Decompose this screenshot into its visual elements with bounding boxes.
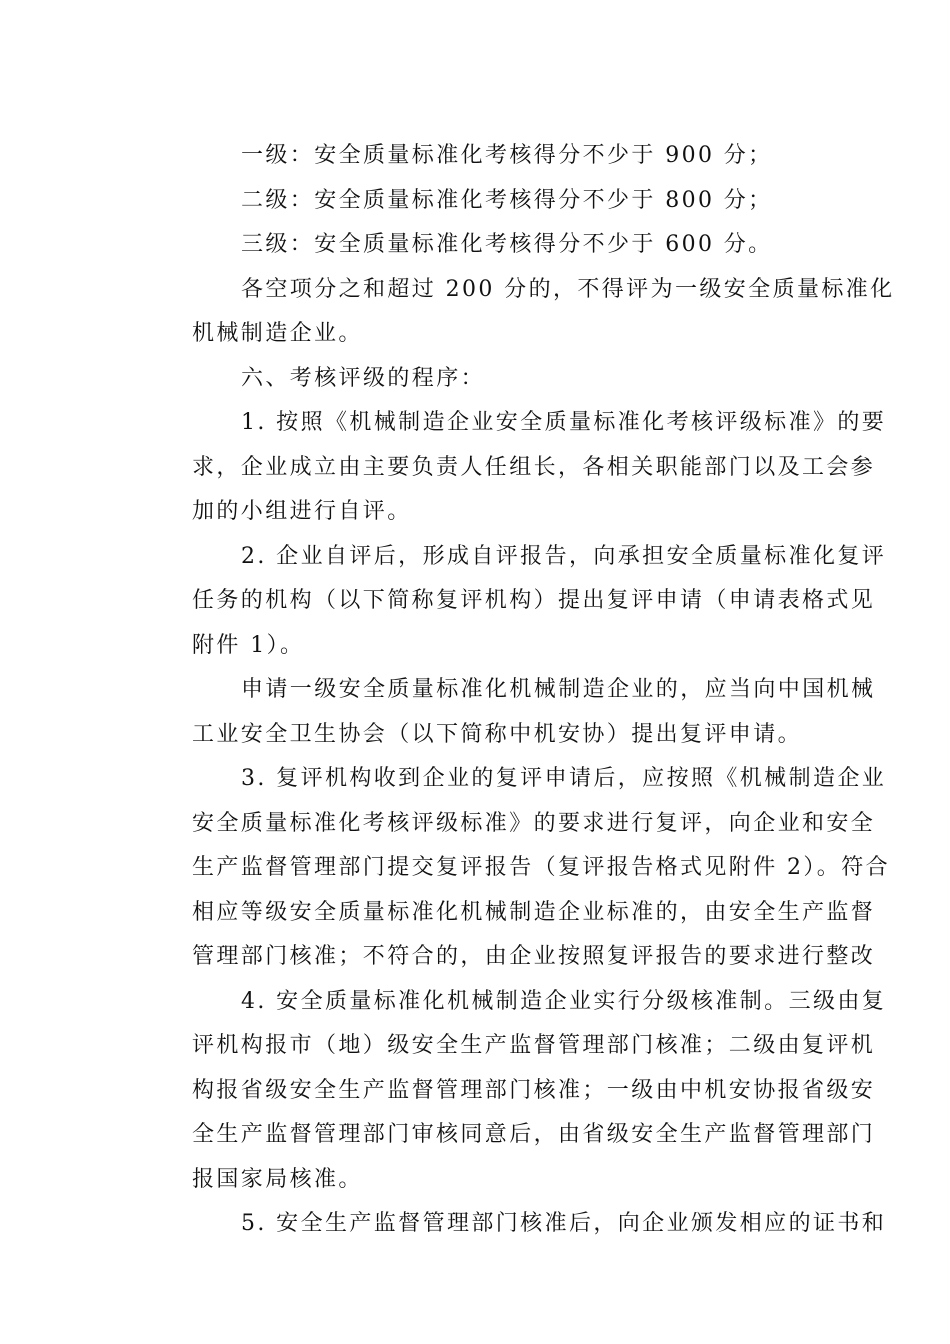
text-line: 3. 复评机构收到企业的复评申请后，应按照《机械制造企业 — [241, 766, 887, 791]
text-line: 求，企业成立由主要负责人任组长，各相关职能部门以及工会参 — [192, 454, 876, 480]
text-line: 5. 安全生产监督管理部门核准后，向企业颁发相应的证书和 — [241, 1211, 887, 1236]
paragraph-step-2 — [143, 535, 887, 669]
text-line: 生产监督管理部门提交复评报告（复评报告格式见附件 2）。符合 — [192, 855, 890, 880]
text-line: 全生产监督管理部门审核同意后，由省级安全生产监督管理部门 — [192, 1122, 876, 1147]
text-line: 报国家局核准。 — [192, 1166, 363, 1192]
text-line: 构报省级安全生产监督管理部门核准；一级由中机安协报省级安 — [192, 1077, 876, 1103]
paragraph-level-3 — [143, 223, 808, 268]
text-line: 2. 企业自评后，形成自评报告，向承担安全质量标准化复评 — [241, 543, 887, 569]
text-line: 加的小组进行自评。 — [192, 499, 412, 524]
text-line: 三级：安全质量标准化考核得分不少于 600 分。 — [241, 232, 773, 257]
text-line: 工业安全卫生协会（以下简称中机安协）提出复评申请。 — [192, 721, 803, 747]
text-line: 二级：安全质量标准化考核得分不少于 800 分； — [241, 187, 773, 213]
text-line: 机械制造企业。 — [192, 321, 363, 346]
section-heading-procedure — [143, 357, 808, 402]
text-line: 一级：安全质量标准化考核得分不少于 900 分； — [241, 143, 773, 168]
text-line: 六、考核评级的程序： — [241, 365, 486, 391]
text-line: 相应等级安全质量标准化机械制造企业标准的，由安全生产监督 — [192, 899, 876, 925]
document-body — [143, 134, 895, 1247]
text-line: 安全质量标准化考核评级标准》的要求进行复评，向企业和安全 — [192, 810, 876, 836]
paragraph-step-2-note — [143, 668, 876, 757]
text-line: 1. 按照《机械制造企业安全质量标准化考核评级标准》的要 — [241, 410, 887, 435]
text-line: 4. 安全质量标准化机械制造企业实行分级核准制。三级由复 — [241, 988, 887, 1014]
text-line: 任务的机构（以下简称复评机构）提出复评申请（申请表格式见 — [192, 588, 876, 613]
paragraph-step-3 — [143, 757, 890, 980]
text-line: 附件 1）。 — [192, 632, 305, 658]
paragraph-level-1 — [143, 134, 808, 179]
text-line: 管理部门核准；不符合的，由企业按照复评报告的要求进行整改 — [192, 944, 876, 969]
paragraph-step-4 — [143, 980, 887, 1203]
paragraph-blank-items-rule — [143, 268, 895, 357]
text-line: 申请一级安全质量标准化机械制造企业的，应当向中国机械 — [241, 677, 876, 702]
paragraph-step-5 — [143, 1202, 887, 1247]
text-line: 各空项分之和超过 200 分的，不得评为一级安全质量标准化 — [241, 276, 895, 302]
text-line: 评机构报市（地）级安全生产监督管理部门核准；二级由复评机 — [192, 1033, 876, 1058]
paragraph-step-1 — [143, 401, 887, 535]
paragraph-level-2 — [143, 179, 808, 224]
